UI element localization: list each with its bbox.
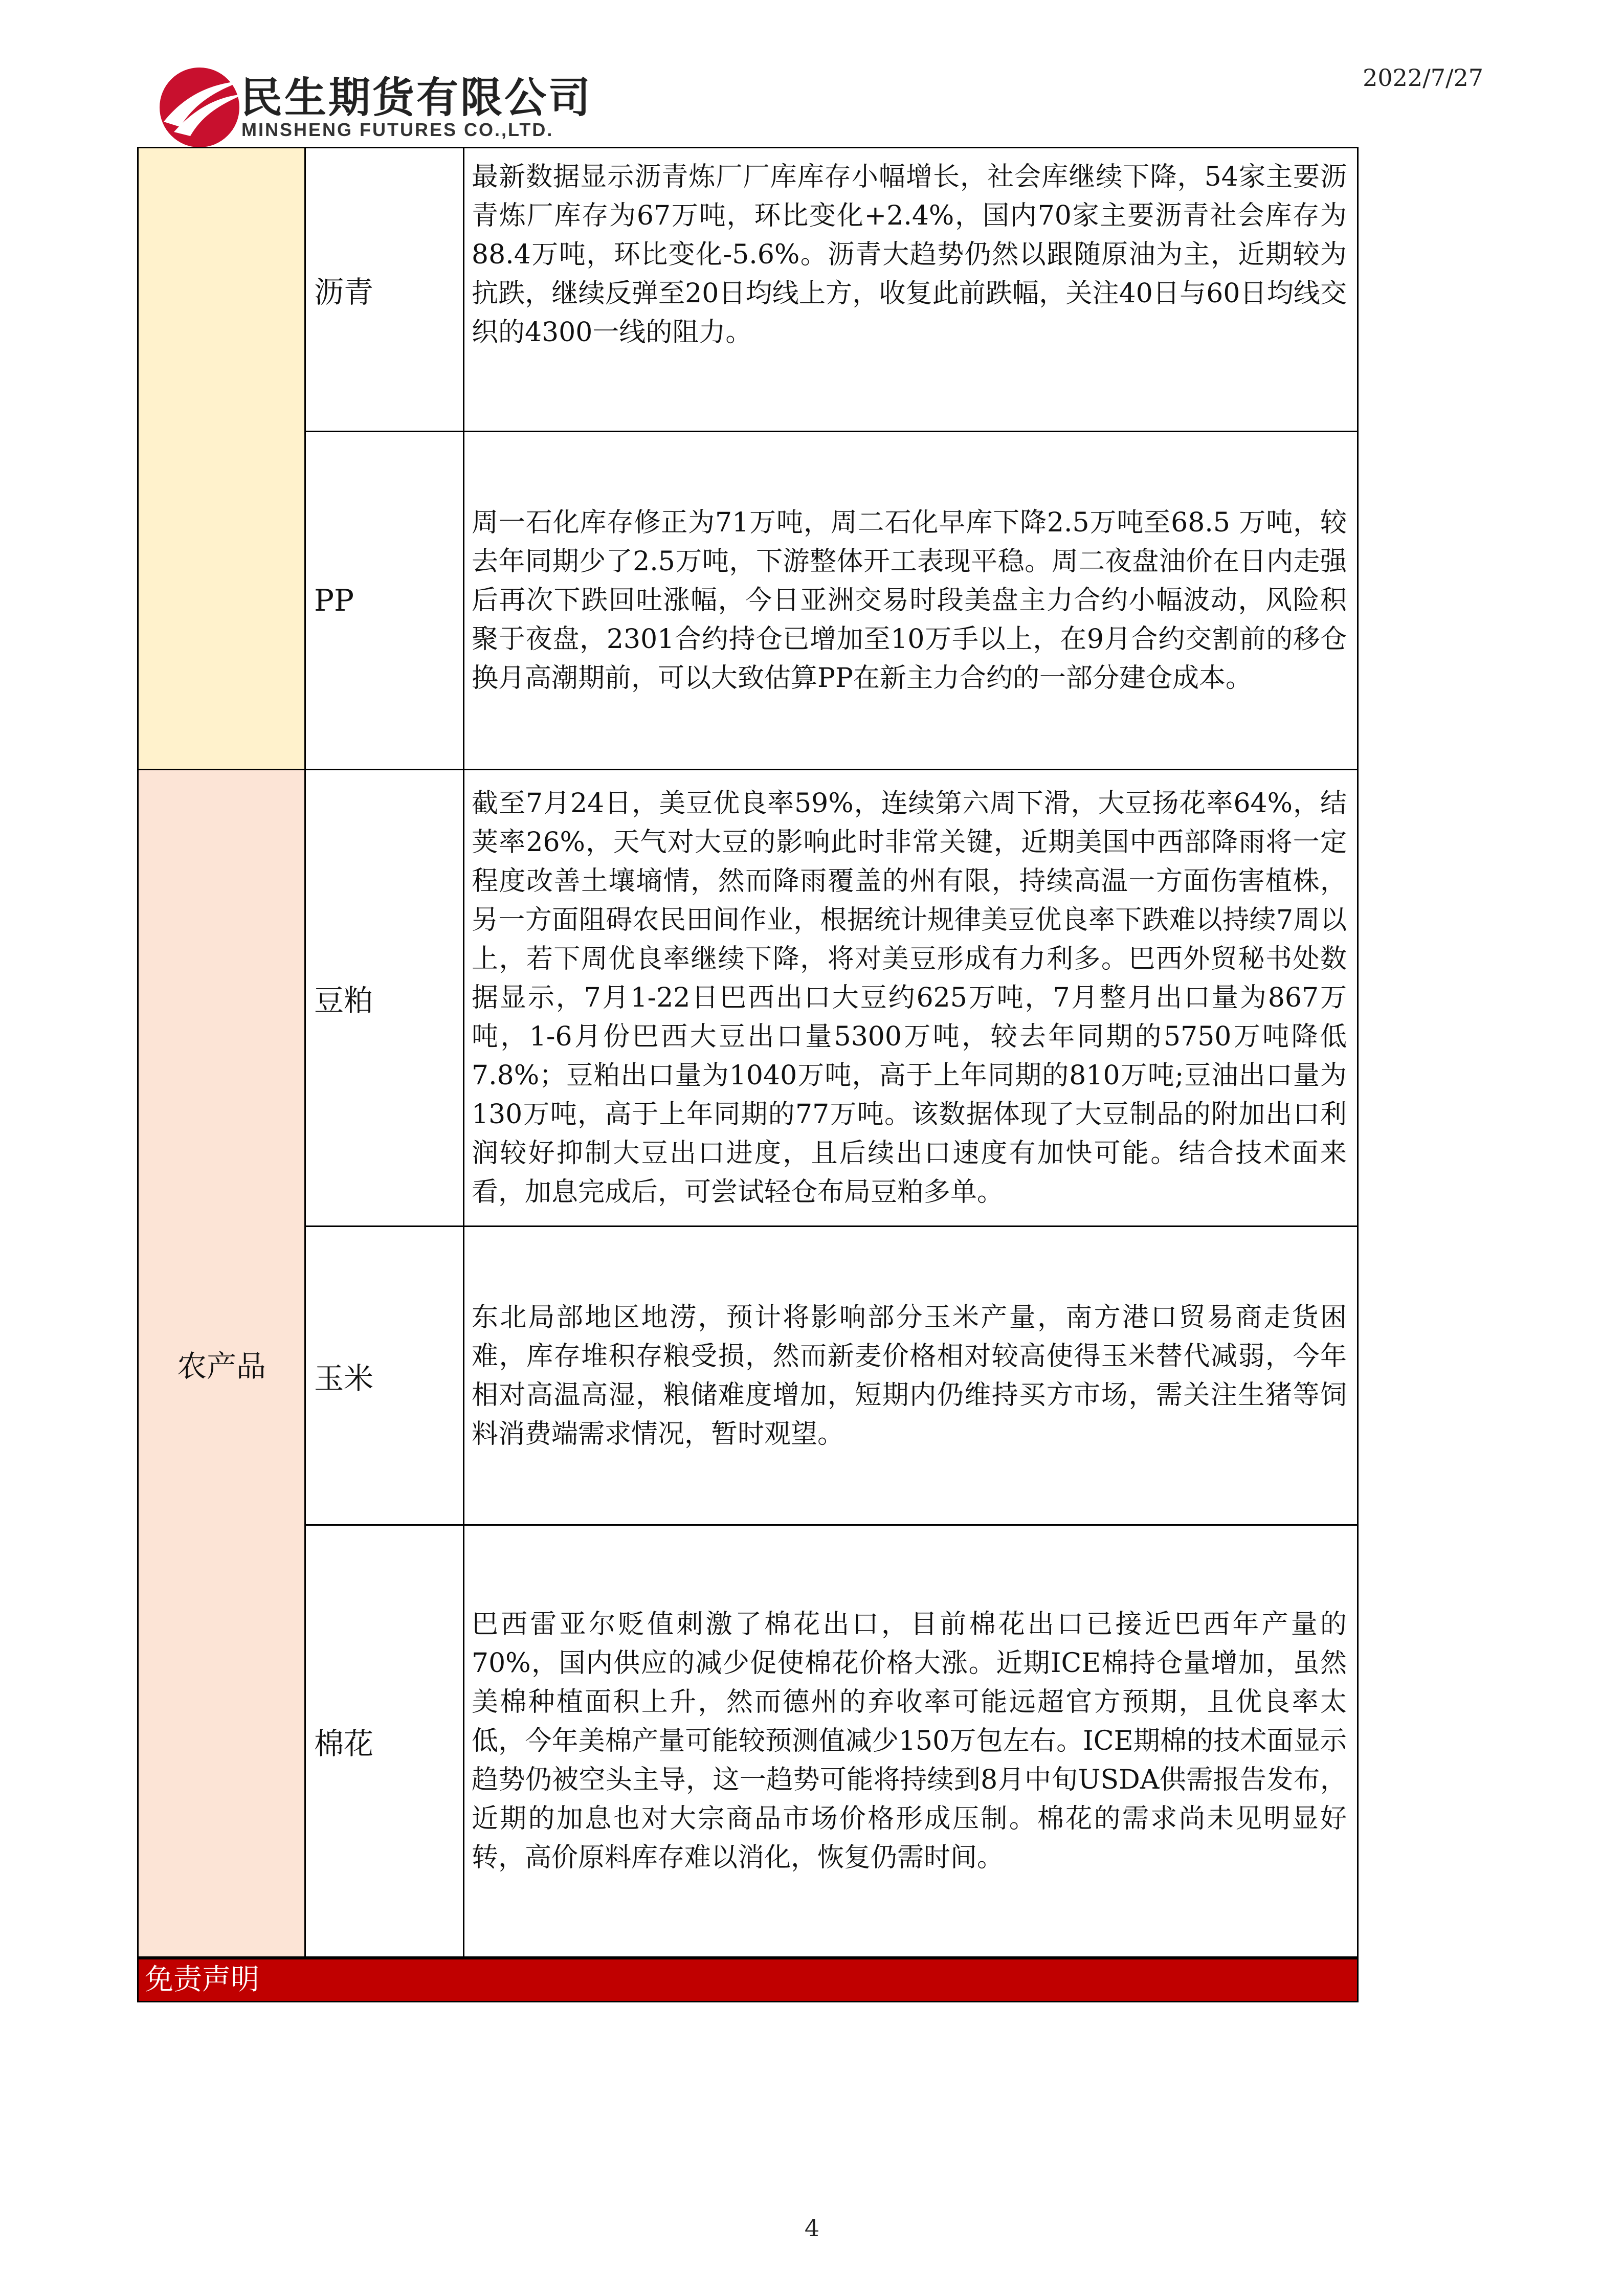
commodity-table [137, 147, 1359, 1958]
commodity-name: 玉米 [306, 1227, 464, 1524]
commodity-name: 豆粕 [306, 770, 464, 1225]
page-number: 4 [804, 2214, 820, 2242]
commodity-name: 棉花 [306, 1526, 464, 1956]
group-agriculture [139, 770, 1357, 1956]
table-row [306, 148, 1357, 432]
table-row [306, 1227, 1357, 1526]
commodity-commentary: 巴西雷亚尔贬值刺激了棉花出口，目前棉花出口已接近巴西年产量的70%，国内供应的减少促使棉花价格大涨。近期ICE棉持仓量增加，虽然美棉种植面积上升，然而德州的弃收率可能远超官方预期，且优良率太低，今年美棉产量可能较预测值减少150万包左右。ICE期棉的技术面显示趋势仍被空头主导，这一趋势可能将持续到8月中旬USDA供需报告发布，近期的加息也对大宗商品市场价格形成压制。棉花的需求尚未见明显好转，高价原料库存难以消化，恢复仍需时间。 [472, 1609, 1347, 1873]
commodity-commentary: 周一石化库存修正为71万吨，周二石化早库下降2.5万吨至68.5 万吨，较去年同期少了2.5万吨，下游整体开工表现平稳。周二夜盘油价在日内走强后再次下跌回吐涨幅，今日亚洲交易时段美盘主力合约小幅波动，风险积聚于夜盘，2301合约持仓已增加至10万手以上，在9月合约交割前的移仓换月高潮期前，可以大致估算PP在新主力合约的一部分建仓成本。 [472, 507, 1347, 694]
group-label: 农产品 [139, 770, 306, 1956]
group-label [139, 148, 306, 769]
company-logo [153, 60, 614, 152]
logo-english-name: MINSHENG FUTURES CO.,LTD. [241, 119, 554, 140]
commodity-commentary: 最新数据显示沥青炼厂厂库库存小幅增长，社会库继续下降，54家主要沥青炼厂库存为67万吨，环比变化+2.4%，国内70家主要沥青社会库存为88.4万吨，环比变化-5.6%。沥青大趋势仍然以跟随原油为主，近期较为抗跌，继续反弹至20日均线上方，收复此前跌幅，关注40日与60日均线交织的4300一线的阻力。 [472, 162, 1347, 348]
logo-chinese-name: 民生期货有限公司 [240, 74, 593, 122]
minsheng-logo-icon [153, 60, 246, 152]
commodity-name: PP [306, 432, 464, 769]
commodity-name: 沥青 [306, 148, 464, 431]
group-energy [139, 148, 1357, 770]
commodity-commentary: 东北局部地区地涝，预计将影响部分玉米产量，南方港口贸易商走货困难，库存堆积存粮受损，然而新麦价格相对较高使得玉米替代减弱，今年相对高温高湿，粮储难度增加，短期内仍维持买方市场，需关注生猪等饲料消费端需求情况，暂时观望。 [472, 1302, 1347, 1450]
table-row [306, 1526, 1357, 1956]
report-date: 2022/7/27 [1363, 64, 1483, 92]
table-row [306, 432, 1357, 769]
group-rows [306, 770, 1357, 1956]
commodity-commentary: 截至7月24日，美豆优良率59%，连续第六周下滑，大豆扬花率64%，结荚率26%，天气对大豆的影响此时非常关键，近期美国中西部降雨将一定程度改善土壤墒情，然而降雨覆盖的州有限，持续高温一方面伤害植株，另一方面阻碍农民田间作业，根据统计规律美豆优良率下跌难以持续7周以上，若下周优良率继续下降，将对美豆形成有力利多。巴西外贸秘书处数据显示，7月1-22日巴西出口大豆约625万吨，7月整月出口量为867万吨，1-6月份巴西大豆出口量5300万吨，较去年同期的5750万吨降低7.8%；豆粕出口量为1040万吨，高于上年同期的810万吨;豆油出口量为130万吨，高于上年同期的77万吨。该数据体现了大豆制品的附加出口利润较好抑制大豆出口进度，且后续出口速度有加快可能。结合技术面来看，加息完成后，可尝试轻仓布局豆粕多单。 [472, 788, 1347, 1208]
disclaimer-header: 免责声明 [137, 1958, 1359, 2002]
group-rows [306, 148, 1357, 769]
table-row [306, 770, 1357, 1227]
